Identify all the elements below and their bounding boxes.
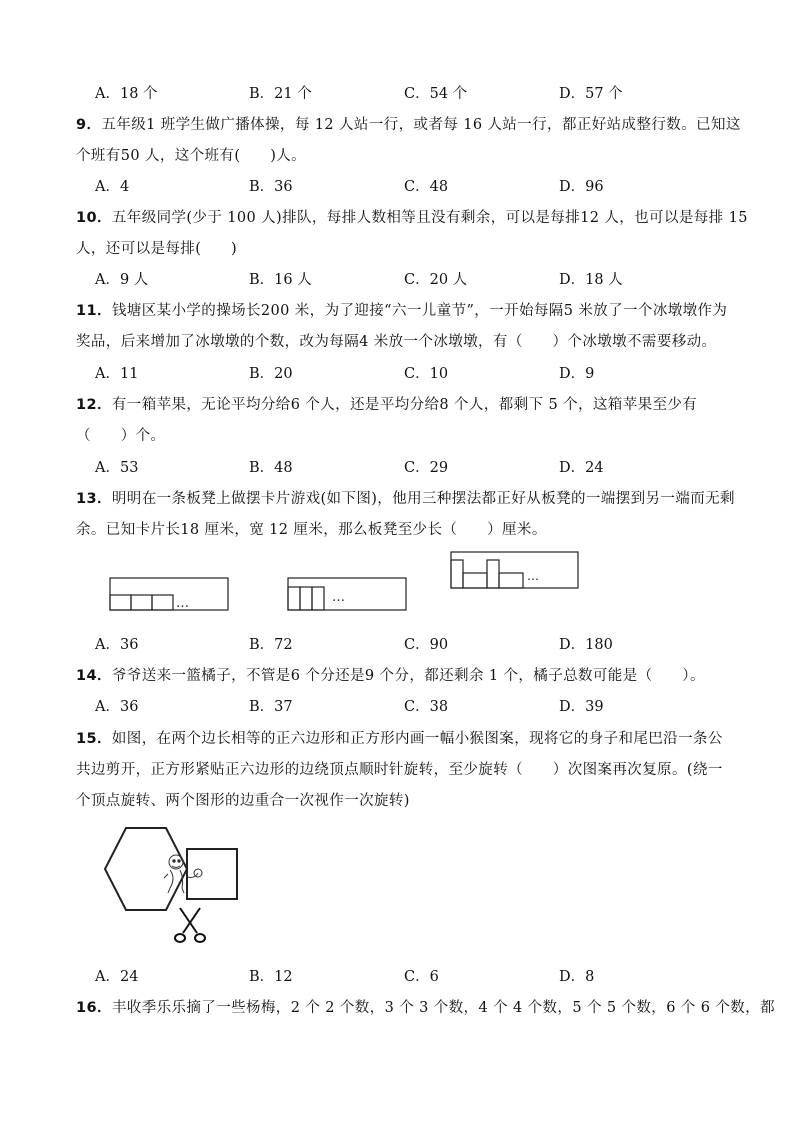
q16-line-1	[76, 996, 775, 1017]
q13-option-a: A．36	[95, 637, 139, 653]
q12-line-2	[76, 424, 165, 445]
q15-option-c: C．6	[404, 969, 439, 985]
monkey-icon	[164, 855, 202, 893]
q9-line-2	[76, 144, 306, 165]
q12-option-c: C．29	[404, 460, 449, 476]
bench-3-ellipsis: …	[527, 569, 539, 583]
bench-2-ellipsis: …	[332, 590, 345, 605]
q14-option-d: D．39	[559, 699, 604, 715]
q15-option-a: A．24	[95, 969, 139, 985]
q9-line-1	[76, 113, 741, 134]
q14-options	[95, 695, 735, 715]
q11-option-b: B．20	[249, 366, 293, 382]
q11-number: 11．	[76, 303, 112, 319]
q12-number: 12．	[76, 397, 112, 413]
q9-text-1: 五年级1 班学生做广播体操，每 12 人站一行，或者每 16 人站一行，都正好站成整行数。已知这	[101, 117, 741, 133]
q16-text-1: 丰收季乐乐摘了一些杨梅，2 个 2 个数，3 个 3 个数，4 个 4 个数，5 个 5 个数，6 个 6 个数，都	[111, 1000, 775, 1016]
q12-line-1	[76, 393, 697, 414]
bench-2	[288, 578, 406, 610]
q13-text-1: 明明在一条板凳上做摆卡片游戏(如下图)，他用三种摆法都正好从板凳的一端摆到另一端而无剩	[111, 491, 735, 507]
q10-option-d: D．18 人	[559, 272, 623, 288]
q9-number: 9．	[76, 117, 102, 133]
q14-option-b: B．37	[249, 699, 293, 715]
q11-line-1	[76, 299, 727, 320]
q11-option-d: D．9	[559, 366, 595, 382]
q9-option-b: B．36	[249, 179, 293, 195]
scissors-icon	[175, 908, 205, 942]
q14-option-c: C．38	[404, 699, 449, 715]
q10-text-1: 五年级同学(少于 100 人)排队，每排人数相等且没有剩余，可以是每排12 人，也可以是每排 15	[111, 210, 748, 226]
q15-options	[95, 965, 735, 985]
q10-text-2: 人，还可以是每排( )	[76, 241, 238, 257]
q9-option-d: D．96	[559, 179, 604, 195]
q10-line-1	[76, 206, 748, 227]
q15-line-2	[76, 758, 723, 779]
q13-option-b: B．72	[249, 637, 293, 653]
q15-text-3: 个顶点旋转、两个图形的边重合一次视作一次旋转)	[76, 793, 410, 809]
bench-1-ellipsis: …	[176, 596, 189, 611]
bench-3	[451, 552, 578, 588]
q11-option-a: A．11	[95, 366, 139, 382]
q13-option-c: C．90	[404, 637, 449, 653]
q9-text-2: 个班有50 人，这个班有( )人。	[76, 148, 307, 164]
q10-option-a: A．9 人	[95, 272, 149, 288]
q9-options	[95, 175, 735, 195]
q15-line-3	[76, 789, 410, 810]
q15-number: 15．	[76, 731, 112, 747]
q10-options	[95, 268, 735, 288]
q14-line-1	[76, 664, 705, 685]
q16-number: 16．	[76, 1000, 112, 1016]
q12-option-d: D．24	[559, 460, 604, 476]
q11-text-2: 奖品，后来增加了冰墩墩的个数，改为每隔4 米放一个冰墩墩，有（ ）个冰墩墩不需要移动。	[76, 334, 717, 350]
q8-option-a: A．18 个	[95, 86, 158, 102]
q10-number: 10．	[76, 210, 112, 226]
q12-text-1: 有一箱苹果，无论平均分给6 个人，还是平均分给8 个人，都剩下 5 个，这箱苹果至少有	[111, 397, 698, 413]
q12-options	[95, 456, 735, 476]
q11-text-1: 钱塘区某小学的操场长200 米，为了迎接“六一儿童节”，一开始每隔5 米放了一个冰墩墩作为	[111, 303, 728, 319]
q11-options	[95, 362, 735, 382]
q13-line-2	[76, 518, 547, 539]
q13-text-2: 余。已知卡片长18 厘米，宽 12 厘米，那么板凳至少长（ ）厘米。	[76, 522, 547, 538]
q10-option-c: C．20 人	[404, 272, 468, 288]
q8-option-b: B．21 个	[249, 86, 312, 102]
q12-option-a: A．53	[95, 460, 139, 476]
q8-options	[95, 82, 735, 102]
bench-1	[110, 578, 228, 611]
q11-option-c: C．10	[404, 366, 449, 382]
q13-options	[95, 633, 735, 653]
q9-option-c: C．48	[404, 179, 449, 195]
q14-text-1: 爷爷送来一篮橘子，不管是6 个分还是9 个分，都还剩余 1 个，橘子总数可能是（ ）。	[111, 668, 705, 684]
q15-text-2: 共边剪开，正方形紧贴正六边形的边绕顶点顺时针旋转，至少旋转（ ）次图案再次复原。(绕一	[76, 762, 723, 778]
q12-text-2: （ ）个。	[76, 428, 166, 444]
q14-option-a: A．36	[95, 699, 139, 715]
q13-bench-figure	[0, 545, 794, 620]
q15-option-b: B．12	[249, 969, 293, 985]
q15-line-1	[76, 727, 723, 748]
q9-option-a: A．4	[95, 179, 130, 195]
q15-hexagon-square-figure	[100, 822, 245, 947]
q12-option-b: B．48	[249, 460, 293, 476]
q13-option-d: D．180	[559, 637, 613, 653]
q13-number: 13．	[76, 491, 112, 507]
q8-option-d: D．57 个	[559, 86, 623, 102]
q11-line-2	[76, 330, 716, 351]
q10-option-b: B．16 人	[249, 272, 312, 288]
q15-text-1: 如图，在两个边长相等的正六边形和正方形内画一幅小猴图案，现将它的身子和尾巴沿一条公	[111, 731, 723, 747]
q15-option-d: D．8	[559, 969, 595, 985]
q10-line-2	[76, 237, 237, 258]
q13-line-1	[76, 487, 735, 508]
q8-option-c: C．54 个	[404, 86, 468, 102]
q14-number: 14．	[76, 668, 112, 684]
